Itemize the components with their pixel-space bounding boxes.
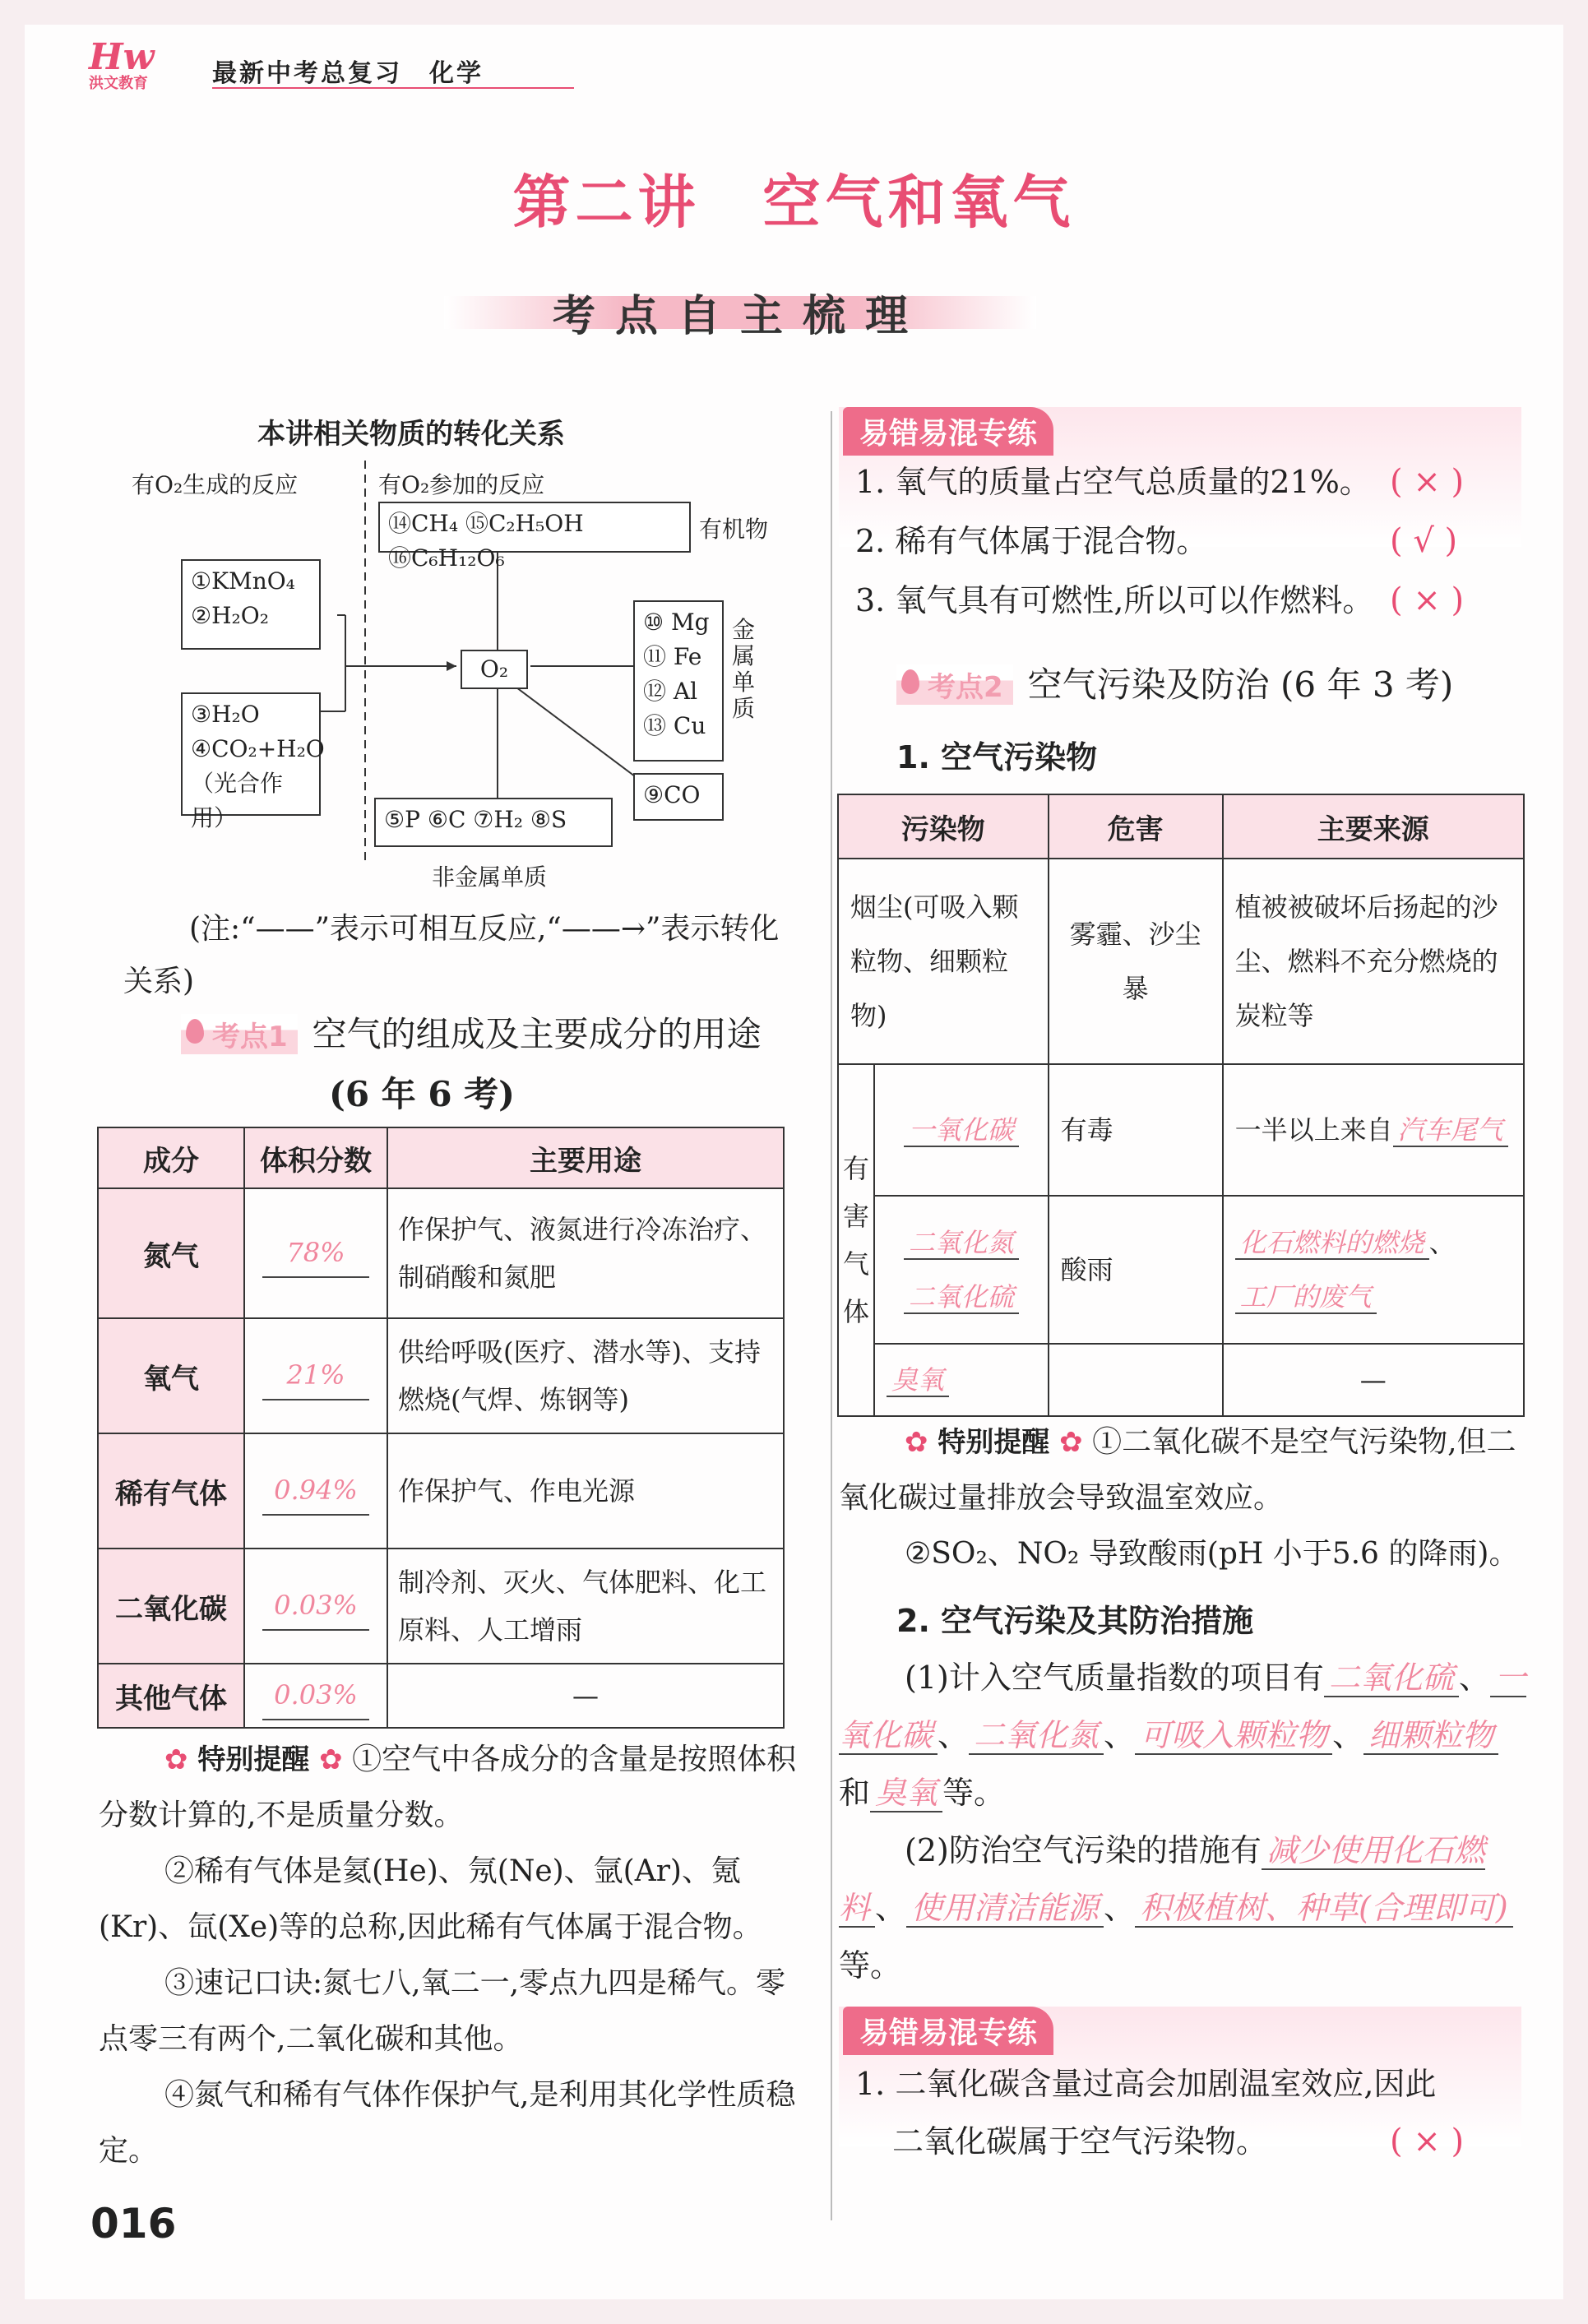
harmful-gas-label: 有害气体 (838, 1064, 874, 1416)
kp2-tag: 考点2 (896, 664, 1013, 705)
table-row: 氧气 21% 供给呼吸(医疗、潜水等)、支持燃烧(气焊、炼钢等) (98, 1318, 784, 1433)
ez1-q2: 2. 稀有气体属于混合物。 (855, 523, 1208, 559)
table-row: 臭氧 — (838, 1344, 1524, 1416)
ez1-tag: 易错易混专练 (843, 407, 1053, 456)
o2-box: O₂ (461, 650, 528, 689)
subject: 化学 (429, 59, 484, 88)
diagram-note: (注:“——”表示可相互反应,“——→”表示转化关系) (123, 912, 780, 998)
nonmetals-box: ⑤P ⑥C ⑦H₂ ⑧S (374, 798, 613, 847)
ez2-tag: 易错易混专练 (843, 2007, 1053, 2055)
logo (89, 36, 188, 94)
reminder-tag: 特别提醒 (197, 1743, 310, 1776)
pollutant-table (837, 794, 1525, 1417)
ez1-q1: 1. 氧气的质量占空气总质量的21%。 (855, 464, 1371, 500)
table-row: 其他气体 0.03% — (98, 1664, 784, 1728)
paragraph-1: (1)计入空气质量指数的项目有 二氧化硫 、 一氧化碳 、 二氧化氮 、 可吸入颗粒物 、 细颗粒物和 臭氧 等。 (839, 1660, 1526, 1811)
table-header-row (838, 794, 1524, 859)
col-header: 成分 (98, 1127, 244, 1188)
page-number: 016 (90, 2200, 177, 2248)
col-header: 污染物 (838, 794, 1049, 859)
paragraph-2: (2)防治空气污染的措施有 减少使用化石燃料 、 使用清洁能源 、 积极植树、种草(合理即可)等。 (839, 1822, 1530, 1994)
col-header: 体积分数 (244, 1127, 387, 1188)
table-row: 稀有气体 0.94% 作保护气、作电光源 (98, 1433, 784, 1549)
kp1-count: (6 年 6 考) (329, 1074, 516, 1114)
left-header: 有O₂生成的反应 (132, 471, 299, 498)
subheading-2: 2. 空气污染及其防治措施 (896, 1603, 1254, 1639)
col-header: 主要用途 (387, 1127, 784, 1188)
table-header-row (98, 1127, 784, 1188)
book-title: 最新中考总复习 化学 (212, 59, 484, 88)
table-row: 二氧化碳 0.03% 制冷剂、灭火、气体肥料、化工原料、人工增雨 (98, 1549, 784, 1664)
logo-text: 洪文教育 (89, 75, 148, 92)
right-header: 有O₂参加的反应 (378, 471, 545, 498)
table-row: 烟尘(可吸入颗粒物、细颗粒物) 雾霾、沙尘暴 植被被破坏后扬起的沙尘、燃料不充分燃烧的炭粒等 (838, 859, 1524, 1064)
col-header: 危害 (1049, 794, 1223, 859)
diagram-title: 本讲相关物质的转化关系 (257, 418, 565, 451)
table-row: 有害气体 一氧化碳 有毒 一半以上来自 汽车尾气 (838, 1064, 1524, 1196)
metals-box: ⑩ Mg ⑪ Fe ⑫ Al ⑬ Cu (633, 600, 724, 762)
composition-table (97, 1127, 785, 1729)
table-row: 氮气 78% 作保护气、液氮进行冷冻治疗、制硝酸和氮肥 (98, 1188, 784, 1318)
banner-text: 考点自主梳理 (552, 291, 928, 341)
nonmetal-label: 非金属单质 (432, 863, 548, 891)
ez1-a1: ( × ) (1390, 463, 1465, 501)
ez2-q2: 二氧化碳属于空气污染物。 (892, 2123, 1268, 2160)
ez2-a: ( × ) (1390, 2123, 1465, 2160)
reminder-tag: 特别提醒 (938, 1426, 1050, 1459)
h2o-box: ③H₂O ④CO₂+H₂O （光合作用） (181, 692, 321, 816)
kp1-heading (181, 1007, 762, 1057)
ez1-q3: 3. 氧气具有可燃性,所以可以作燃料。 (855, 582, 1374, 618)
col-header: 主要来源 (1223, 794, 1524, 859)
page (25, 25, 1563, 2299)
organic-label: 有机物 (699, 516, 769, 543)
lecture-title: 第二讲 空气和氧气 (512, 169, 1076, 236)
reminder-2: ✿ 特别提醒 ✿ ①二氧化碳不是空气污染物,但二氧化碳过量排放会导致温室效应。 ②SO₂、NO₂ 导致酸雨(pH 小于5.6 的降雨)。 (839, 1425, 1519, 1571)
metal-label: 金属单质 (732, 616, 756, 722)
co-box: ⑨CO (633, 773, 724, 821)
reminder-1: ✿ 特别提醒 ✿ ①空气中各成分的含量是按照体积分数计算的,不是质量分数。 ②稀有气体是氦(He)、氖(Ne)、氩(Ar)、氪(Kr)、氙(Xe)等的总称,因此稀有气体属于混合物。 ③速记口诀:氮七八,氧二一,零点九四是稀气。零点零三有两个,二氧化碳和其他。 ④氮气和稀有气体作保护气,是利用其化学性质稳定。 (99, 1743, 797, 2168)
kp2-title: 空气污染及防治 (1027, 664, 1270, 705)
kp2-heading (896, 658, 1453, 707)
header (89, 36, 549, 97)
kp1-title: 空气的组成及主要成分的用途 (312, 1014, 762, 1054)
ez2-q1: 1. 二氧化碳含量过高会加剧温室效应,因此 (855, 2066, 1437, 2102)
ez1-a2: ( √ ) (1390, 522, 1458, 560)
ez1-a3: ( × ) (1390, 581, 1465, 619)
table-row: 二氧化氮 二氧化硫 酸雨 化石燃料的燃烧 、 工厂的废气 (838, 1196, 1524, 1344)
section-banner (444, 271, 1036, 354)
column-divider (831, 411, 832, 2220)
kp1-tag: 考点1 (181, 1014, 298, 1054)
kp2-count: (6 年 3 考) (1280, 664, 1454, 705)
organic-box: ⑭CH₄ ⑮C₂H₅OH ⑯C₆H₁₂O₆ (378, 502, 691, 553)
header-rule (212, 87, 574, 89)
logo-mark: Hw (89, 36, 155, 78)
kmno4-box: ①KMnO₄ ②H₂O₂ (181, 559, 321, 650)
subheading-1: 1. 空气污染物 (896, 739, 1098, 775)
